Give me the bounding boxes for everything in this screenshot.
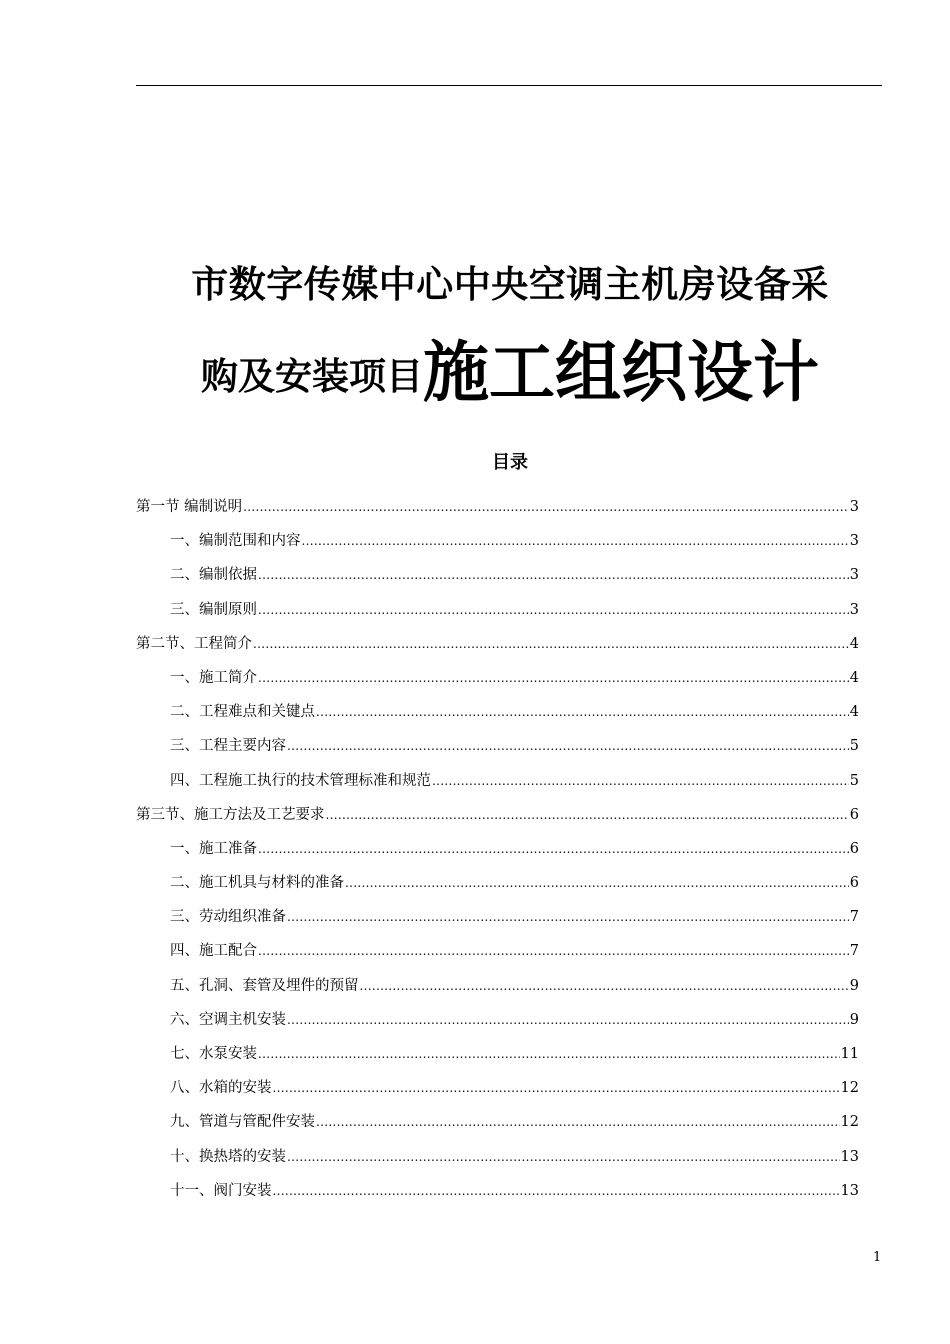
toc-dot-leader [326, 807, 849, 823]
toc-entry-label: 七、水泵安装 [170, 1046, 257, 1062]
toc-entry-label: 五、孔洞、套管及埋件的预留 [170, 977, 359, 994]
toc-dot-leader [360, 978, 849, 994]
toc-entry-label: 二、施工机具与材料的准备 [170, 875, 344, 892]
toc-entry-page: 4 [849, 704, 859, 721]
toc-entry-label: 一、施工简介 [170, 669, 257, 686]
toc-entry-page: 7 [849, 943, 859, 960]
toc-entry[interactable] [136, 1179, 859, 1213]
document-title-line-1: 市数字传媒中心中央空调主机房设备采 [191, 263, 829, 306]
toc-entry[interactable] [136, 1110, 859, 1144]
page-number: 1 [873, 1250, 882, 1265]
toc-entry-page: 13 [840, 1148, 859, 1165]
document-title-emphasis: 施工组织设计 [423, 334, 819, 411]
toc-dot-leader [345, 875, 849, 891]
toc-dot-leader [253, 636, 849, 652]
toc-entry[interactable] [136, 666, 859, 700]
toc-entry-label: 第二节、工程简介 [136, 635, 252, 652]
toc-entry[interactable] [136, 1076, 859, 1110]
toc-entry-page: 9 [849, 1011, 859, 1028]
toc-entry-label: 九、管道与管配件安装 [170, 1114, 315, 1131]
toc-dot-leader [432, 773, 849, 789]
toc-entry-page: 6 [849, 875, 859, 892]
toc-entry-page: 9 [849, 977, 859, 994]
toc-entry-page: 3 [849, 601, 859, 618]
toc-entry-page: 12 [840, 1080, 859, 1097]
toc-entry[interactable] [136, 563, 859, 597]
toc-entry[interactable] [136, 905, 859, 939]
toc-entry-label: 三、编制原则 [170, 601, 257, 618]
toc-dot-leader [287, 738, 849, 754]
toc-entry-label: 二、工程难点和关键点 [170, 704, 315, 721]
toc-entry[interactable] [136, 700, 859, 734]
toc-entry[interactable] [136, 598, 859, 632]
toc-entry[interactable] [136, 803, 859, 837]
toc-entry-page: 13 [840, 1182, 859, 1199]
toc-entry-label: 第一节 编制说明 [136, 499, 243, 515]
toc-entry[interactable] [136, 632, 859, 666]
toc-dot-leader [287, 1012, 849, 1028]
table-of-contents [136, 495, 859, 1213]
toc-dot-leader [243, 499, 849, 515]
toc-dot-leader [258, 567, 849, 583]
toc-heading: 目录 [492, 452, 528, 473]
toc-entry[interactable] [136, 1008, 859, 1042]
toc-entry-page: 5 [849, 772, 859, 789]
toc-entry-page: 11 [840, 1046, 859, 1062]
toc-entry-page: 3 [849, 533, 859, 550]
toc-entry-page: 6 [849, 840, 859, 857]
toc-entry-page: 4 [849, 635, 859, 652]
toc-entry[interactable] [136, 734, 859, 768]
header-rule [136, 85, 882, 86]
toc-entry-label: 三、工程主要内容 [170, 738, 286, 755]
toc-entry-label: 一、施工准备 [170, 840, 257, 857]
toc-dot-leader [258, 602, 849, 618]
toc-dot-leader [258, 943, 849, 959]
toc-entry-page: 12 [840, 1114, 859, 1131]
toc-dot-leader [258, 1046, 840, 1062]
toc-entry-label: 八、水箱的安装 [170, 1080, 272, 1097]
toc-entry-page: 5 [849, 738, 859, 755]
toc-dot-leader [258, 670, 849, 686]
toc-entry-page: 6 [849, 806, 859, 823]
toc-entry[interactable] [136, 1042, 859, 1076]
toc-entry[interactable] [136, 495, 859, 529]
toc-entry-page: 3 [849, 499, 859, 515]
toc-dot-leader [273, 1080, 840, 1096]
toc-entry-label: 十、换热塔的安装 [170, 1148, 286, 1165]
toc-dot-leader [258, 841, 849, 857]
toc-entry[interactable] [136, 769, 859, 803]
toc-dot-leader [287, 909, 849, 925]
toc-entry-label: 四、工程施工执行的技术管理标准和规范 [170, 772, 431, 789]
toc-entry-page: 3 [849, 567, 859, 584]
toc-entry-label: 第三节、施工方法及工艺要求 [136, 806, 325, 823]
toc-entry[interactable] [136, 837, 859, 871]
document-title-line-2-prefix: 购及安装项目 [201, 355, 423, 398]
toc-entry[interactable] [136, 974, 859, 1008]
toc-entry[interactable] [136, 529, 859, 563]
toc-entry[interactable] [136, 939, 859, 973]
toc-entry[interactable] [136, 1145, 859, 1179]
toc-dot-leader [287, 1149, 840, 1165]
toc-dot-leader [316, 1114, 840, 1130]
document-title-line-2 [70, 333, 950, 417]
toc-dot-leader [316, 704, 849, 720]
toc-entry-page: 4 [849, 669, 859, 686]
toc-entry-label: 六、空调主机安装 [170, 1011, 286, 1028]
toc-dot-leader [273, 1183, 840, 1199]
toc-entry-label: 一、编制范围和内容 [170, 533, 301, 550]
toc-entry-label: 四、施工配合 [170, 943, 257, 960]
toc-entry[interactable] [136, 871, 859, 905]
toc-entry-label: 二、编制依据 [170, 567, 257, 584]
toc-entry-label: 十一、阀门安装 [170, 1182, 272, 1199]
toc-dot-leader [302, 533, 849, 549]
toc-entry-page: 7 [849, 909, 859, 926]
toc-entry-label: 三、劳动组织准备 [170, 909, 286, 926]
